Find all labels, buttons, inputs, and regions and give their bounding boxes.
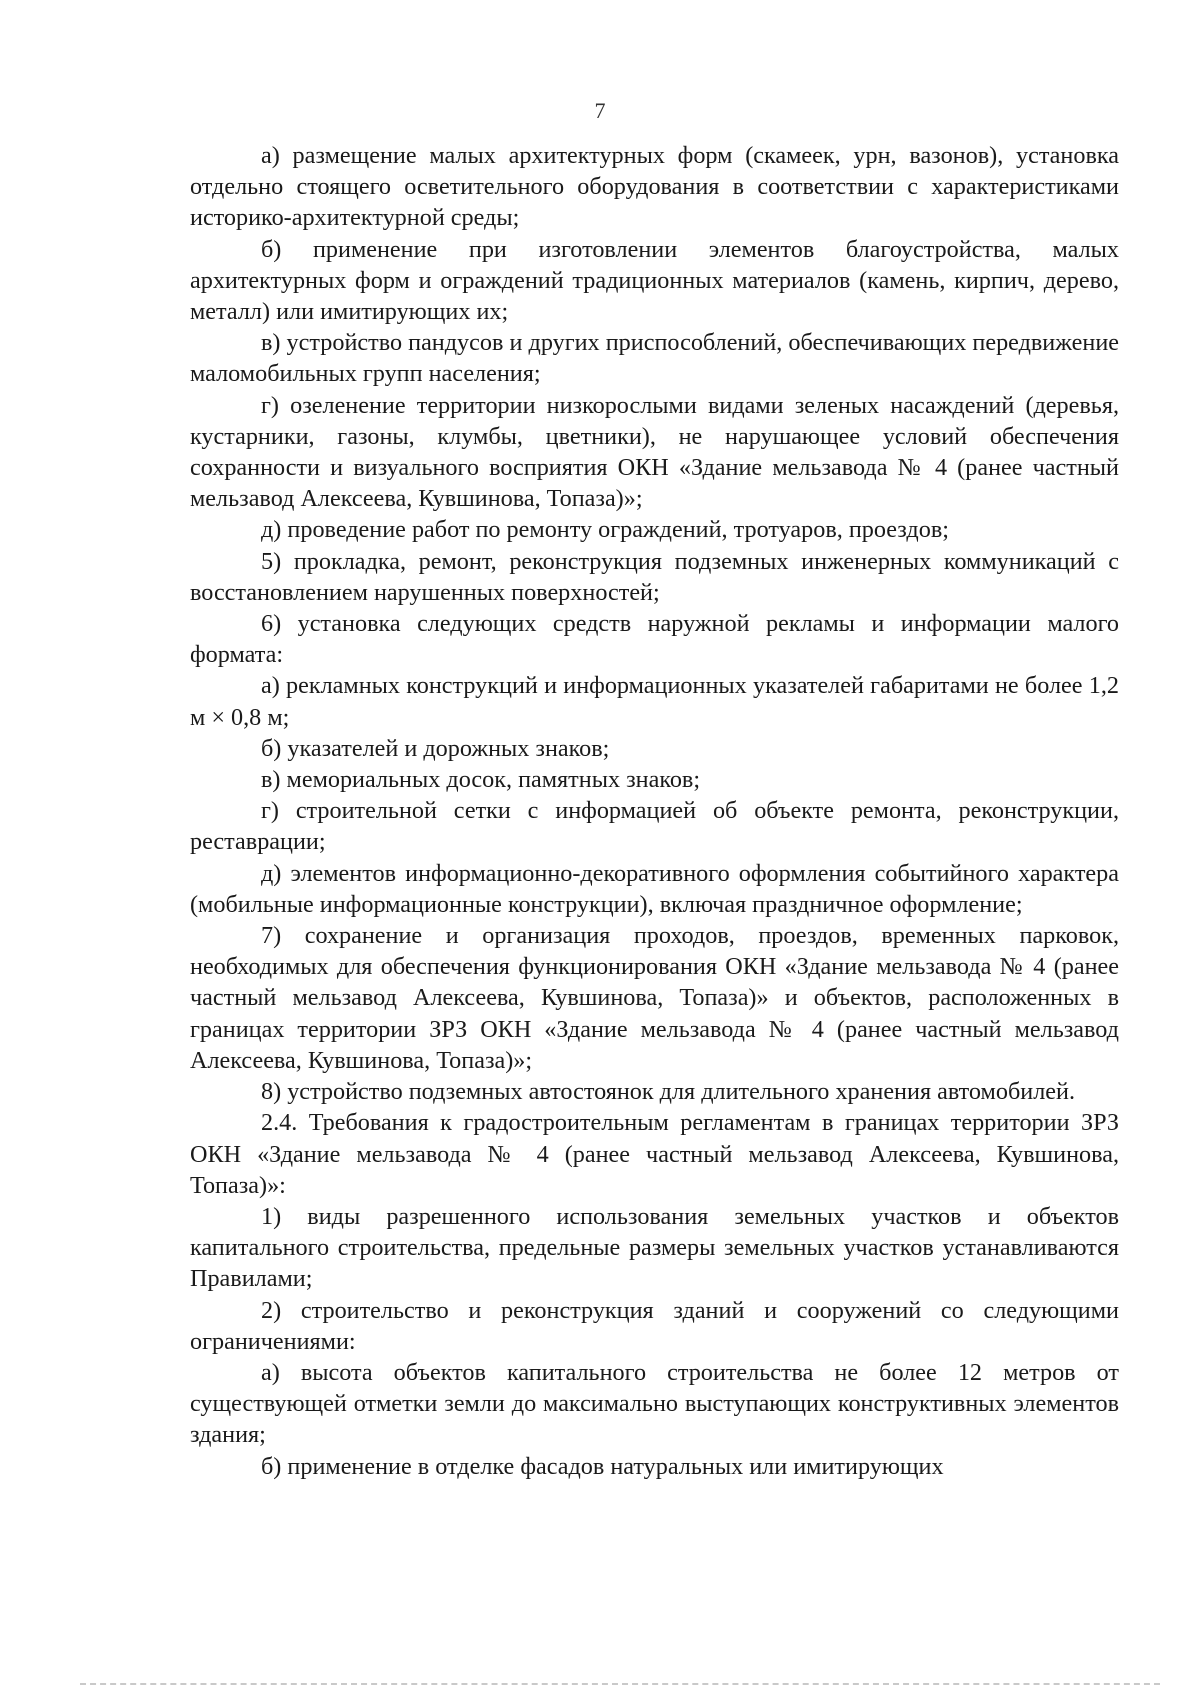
page-number: 7 bbox=[594, 98, 606, 123]
paragraph: г) озеленение территории низкорослыми видами зеленых насаждений (деревья, кустарники, газоны, клумбы, цветники), не нарушающее условий обеспечения сохранности и визуального восприятия ОКН «Здание мельзавода № 4 (ранее частный мельзавод Алексеева, Кувшинова, Топаза)»; bbox=[190, 391, 1119, 513]
paragraph: 2.4. Требования к градостроительным регламентам в границах территории ЗРЗ ОКН «Здание мельзавода № 4 (ранее частный мельзавод Алексеева, Кувшинова, Топаза)»: bbox=[190, 1109, 1119, 1199]
paragraph: 5) прокладка, ремонт, реконструкция подземных инженерных коммуникаций с восстановлением нарушенных поверхностей; bbox=[190, 547, 1119, 606]
paragraph: б) применение в отделке фасадов натуральных или имитирующих bbox=[261, 1452, 944, 1480]
paragraph: в) мемориальных досок, памятных знаков; bbox=[261, 766, 701, 794]
paragraph: 1) виды разрешенного использования земельных участков и объектов капитального строительства, предельные размеры земельных участков устанавливаются Правилами; bbox=[190, 1202, 1119, 1293]
paragraph: а) высота объектов капитального строительства не более 12 метров от существующей отметки земли до максимально выступающих конструктивных элементов здания; bbox=[190, 1358, 1119, 1449]
paragraph: б) применение при изготовлении элементов благоустройства, малых архитектурных форм и ограждений традиционных материалов (камень, кирпич, дерево, металл) или имитирующих их; bbox=[190, 235, 1119, 326]
paragraph: 8) устройство подземных автостоянок для длительного хранения автомобилей. bbox=[261, 1078, 1075, 1106]
paragraph: д) проведение работ по ремонту ограждений, тротуаров, проездов; bbox=[261, 516, 949, 544]
document-body bbox=[190, 140, 1119, 1482]
paragraph: д) элементов информационно-декоративного оформления событийного характера (мобильные информационные конструкции), включая праздничное оформление; bbox=[190, 859, 1119, 918]
paragraph: 6) установка следующих средств наружной рекламы и информации малого формата: bbox=[190, 610, 1119, 669]
scan-edge-divider bbox=[80, 1683, 1160, 1685]
paragraph: г) строительной сетки с информацией об объекте ремонта, реконструкции, реставрации; bbox=[190, 797, 1119, 856]
paragraph: в) устройство пандусов и других приспособлений, обеспечивающих передвижение маломобильных групп населения; bbox=[190, 329, 1119, 388]
paragraph: 2) строительство и реконструкция зданий и сооружений со следующими ограничениями: bbox=[190, 1296, 1119, 1355]
paragraph: 7) сохранение и организация проходов, проездов, временных парковок, необходимых для обеспечения функционирования ОКН «Здание мельзавода № 4 (ранее частный мельзавод Алексеева, Кувшинова, Топаза)» и объектов, расположенных в границах территории ЗРЗ ОКН «Здание мельзавода № 4 (ранее частный мельзавод Алексеева, Кувшинова, Топаза)»; bbox=[190, 922, 1119, 1074]
paragraph: б) указателей и дорожных знаков; bbox=[261, 734, 610, 762]
paragraph: а) размещение малых архитектурных форм (скамеек, урн, вазонов), установка отдельно стоящего осветительного оборудования в соответствии с характеристиками историко-архитектурной среды; bbox=[190, 142, 1119, 232]
paragraph: а) рекламных конструкций и информационных указателей габаритами не более 1,2 м × 0,8 м; bbox=[190, 672, 1119, 731]
